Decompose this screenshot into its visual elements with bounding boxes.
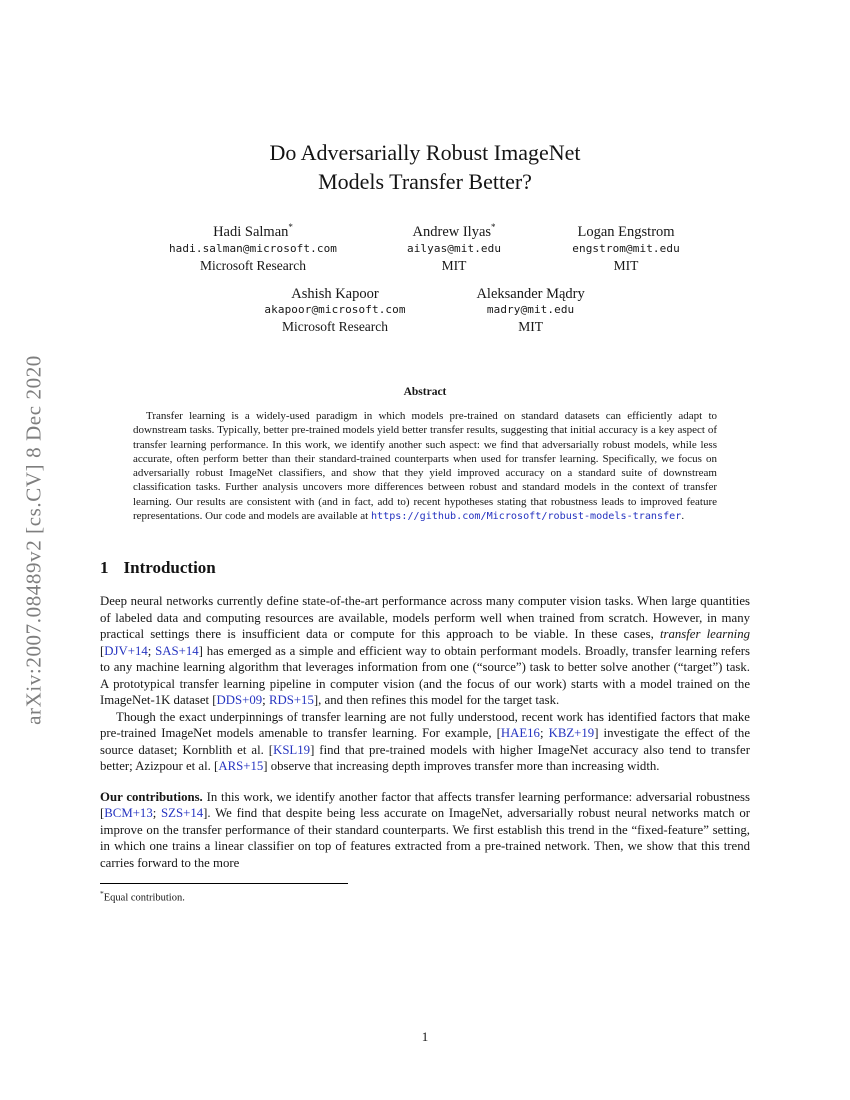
text-segment: ; bbox=[539, 726, 549, 741]
text-segment: In this work, we identify another factor that affects transfer learning performance: adversarial robustness [ bbox=[100, 789, 750, 821]
author-block bbox=[264, 284, 405, 336]
text-segment: ; bbox=[262, 693, 269, 708]
text-segment: . bbox=[681, 510, 685, 523]
citation-link[interactable]: DJV+14 bbox=[104, 643, 148, 658]
footnote bbox=[100, 889, 750, 904]
citation-link[interactable]: ARS+15 bbox=[218, 759, 264, 774]
text-segment: Though the exact underpinnings of transfer learning are not fully understood, recent work has identified factors that make pre-trained ImageNet models amenable to transfer learning. For example, [ bbox=[100, 709, 750, 741]
equal-contribution-marker: * bbox=[491, 222, 496, 233]
footnote-area bbox=[100, 883, 750, 904]
footnote-label: Equal contribution. bbox=[103, 892, 185, 904]
abstract-body bbox=[133, 409, 717, 523]
author-block bbox=[571, 222, 681, 274]
paper-title-line1: Do Adversarially Robust ImageNet bbox=[269, 140, 581, 165]
paragraph bbox=[100, 593, 750, 709]
footnote-marker: * bbox=[100, 889, 104, 899]
author-name: Logan Engstrom bbox=[577, 223, 675, 240]
author-name: Andrew Ilyas* bbox=[412, 222, 496, 240]
citation-link[interactable]: SAS+14 bbox=[155, 643, 199, 658]
section-heading-introduction bbox=[100, 558, 750, 578]
author-affiliation: Microsoft Research bbox=[199, 257, 307, 273]
citation-link[interactable]: SZS+14 bbox=[161, 806, 204, 821]
author-email: ailyas@mit.edu bbox=[406, 242, 502, 256]
citation-link[interactable]: RDS+15 bbox=[268, 693, 314, 708]
author-email: engstrom@mit.edu bbox=[572, 242, 680, 256]
text-segment: Our contributions. bbox=[100, 789, 203, 804]
author-block bbox=[169, 222, 337, 274]
author-block bbox=[476, 284, 586, 336]
citation-link[interactable]: DDS+09 bbox=[216, 693, 263, 708]
author-name: Aleksander Mądry bbox=[476, 285, 585, 302]
arxiv-watermark: arXiv:2007.08489v2 [cs.CV] 8 Dec 2020 bbox=[21, 355, 46, 725]
author-affiliation: MIT bbox=[613, 257, 639, 273]
text-segment: ] investigate the effect of the source dataset; Kornblith et al. [ bbox=[100, 726, 750, 757]
citation-link[interactable]: BCM+13 bbox=[104, 806, 153, 821]
text-segment: ; bbox=[147, 643, 156, 658]
author-email: akapoor@microsoft.com bbox=[264, 303, 406, 317]
abstract-section bbox=[133, 386, 717, 523]
author-affiliation: Microsoft Research bbox=[281, 319, 389, 335]
section-number: 1 bbox=[100, 558, 109, 578]
section-title: Introduction bbox=[123, 558, 216, 578]
text-segment: ]. We find that despite being less accurate on ImageNet, adversarially robust neural networks match or improve on the transfer performance of their standard counterparts. We first establish this trend in the “fixed-feature” setting, in which one trains a linear classifier on top of features extracted from a pre-trained network. Then, we show that this trend carries forward to the more bbox=[100, 806, 750, 870]
author-block bbox=[399, 222, 509, 274]
text-segment: ; bbox=[152, 806, 162, 821]
text-segment: Transfer learning is a widely-used paradigm in which models pre-trained on standard datasets can efficiently adapt to downstream tasks. Typically, better pre-trained models yield better transfer results, suggesting that initial accuracy is a key aspect of transfer learning performance. In this work, we identify another such aspect: we find that adversarially robust models, while less accurate, often perform better than their standard-trained counterparts when used for transfer learning. Specifically, we focus on adversarially robust ImageNet classifiers, and show that they yield improved accuracy on a standard suite of downstream classification tasks. Further analysis uncovers more differences between robust and standard models in the context of transfer learning. Our results are consistent with (and in fact, add to) recent hypotheses stating that robustness leads to improved feature representations. Our code and models are available at bbox=[133, 409, 717, 523]
page-number: 1 bbox=[421, 1029, 429, 1044]
citation-link[interactable]: HAE16 bbox=[500, 726, 540, 741]
paragraph bbox=[100, 709, 750, 775]
authors-row-2 bbox=[100, 284, 750, 336]
paper-content bbox=[100, 0, 750, 904]
text-segment: ] find that pre-trained models with higher ImageNet accuracy also tend to transfer better; Azizpour et al. [ bbox=[100, 742, 750, 774]
citation-link[interactable]: KBZ+19 bbox=[548, 726, 595, 741]
text-segment: [ bbox=[100, 643, 105, 658]
paragraph-contributions bbox=[100, 789, 750, 872]
abstract-heading: Abstract bbox=[403, 385, 447, 398]
text-segment: transfer learning bbox=[659, 627, 750, 642]
author-affiliation: MIT bbox=[518, 319, 543, 335]
author-name: Hadi Salman* bbox=[213, 222, 293, 240]
paper-title-line2: Models Transfer Better? bbox=[318, 169, 532, 195]
text-segment: ] observe that increasing depth improves transfer more than increasing width. bbox=[263, 759, 660, 774]
text-segment: Deep neural networks currently define state-of-the-art performance across many computer vision tasks. When large quantities of labeled data and computing resources are available, models perform well when trained from scratch. However, in many practical settings there is insufficient data or compute for this approach to be viable. In these cases, bbox=[100, 594, 750, 642]
author-name: Ashish Kapoor bbox=[291, 285, 379, 302]
author-email: madry@mit.edu bbox=[486, 303, 575, 317]
authors-row-1 bbox=[100, 222, 750, 274]
text-segment: ] has emerged as a simple and efficient way to obtain performant models. Broadly, transfer learning refers to any machine learning algorithm that leverages information from one (“source”) task to better solve another (“target”) task. A prototypical transfer learning pipeline in computer vision (and the focus of our work) starts with a model trained on the ImageNet-1K dataset [ bbox=[100, 643, 750, 708]
paper-title bbox=[100, 138, 750, 196]
url-link[interactable]: https://github.com/Microsoft/robust-models-transfer bbox=[370, 511, 682, 523]
footnote-rule bbox=[100, 883, 348, 884]
author-email: hadi.salman@microsoft.com bbox=[168, 242, 338, 256]
text-segment: ], and then refines this model for the target task. bbox=[313, 693, 560, 708]
equal-contribution-marker: * bbox=[288, 222, 293, 233]
citation-link[interactable]: KSL19 bbox=[273, 742, 311, 757]
author-affiliation: MIT bbox=[441, 257, 467, 273]
